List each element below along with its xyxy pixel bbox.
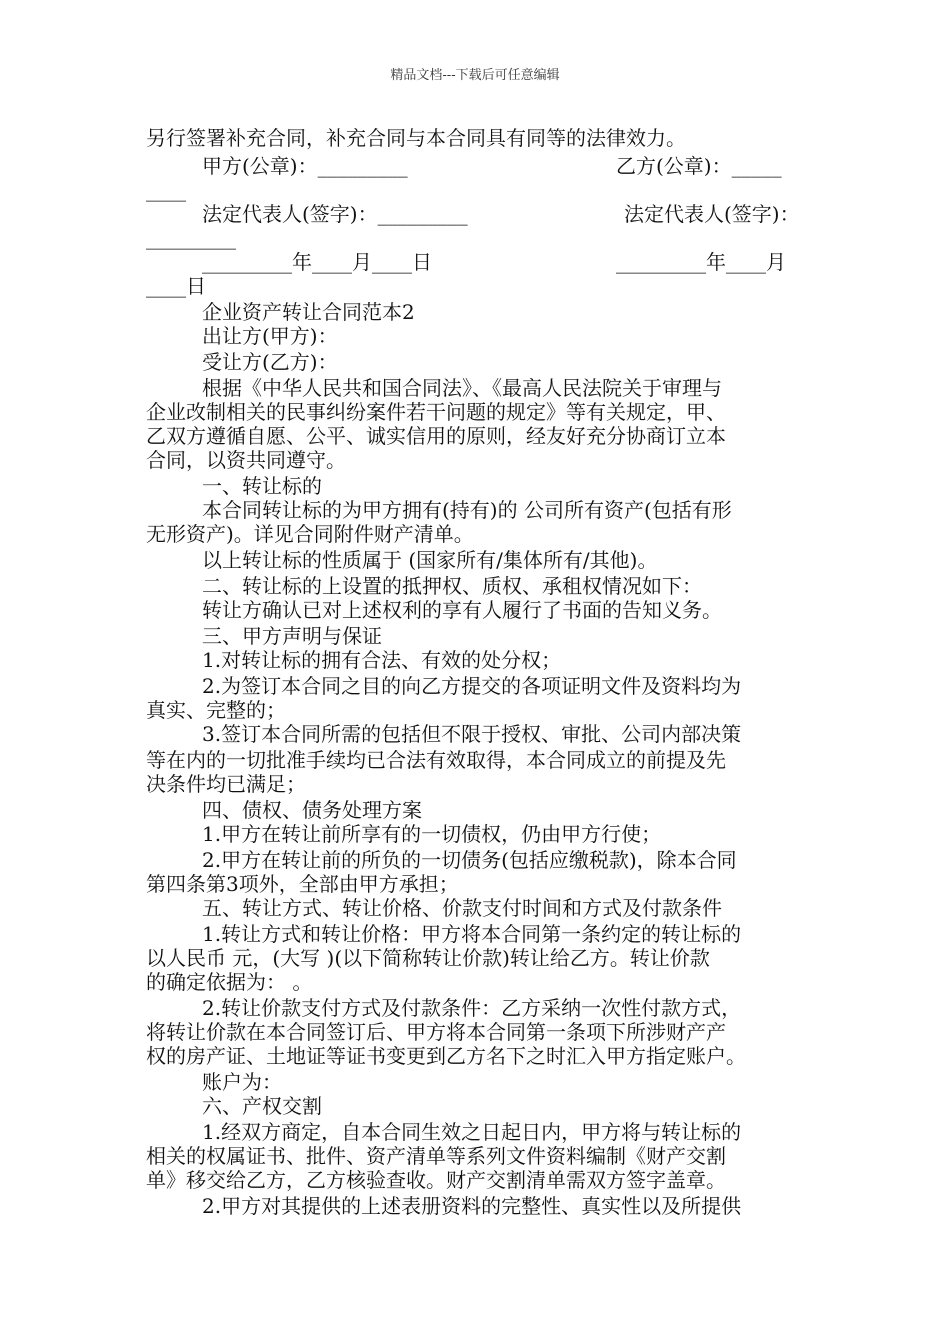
- text-line: ____: [146, 178, 186, 202]
- party-b-seal: 乙方(公章)：_____: [616, 154, 782, 178]
- text-line: 2.甲方对其提供的上述表册资料的完整性、真实性以及所提供: [202, 1194, 742, 1218]
- text-line: 单》移交给乙方，乙方核验查收。财产交割清单需双方签字盖章。: [146, 1168, 726, 1192]
- text-line: 合同，以资共同遵守。: [146, 448, 346, 472]
- text-line: 账户为：: [202, 1070, 282, 1094]
- text-line: ____日: [146, 274, 206, 298]
- text-line: 受让方(乙方)：: [202, 350, 338, 374]
- text-line: 乙双方遵循自愿、公平、诚实信用的原则，经友好充分协商订立本: [146, 424, 726, 448]
- text-line: 2.转让价款支付方式及付款条件：乙方采纳一次性付款方式，: [202, 996, 742, 1020]
- party-a-seal: 甲方(公章)：_________: [202, 154, 408, 178]
- text-line: 相关的权属证书、批件、资产清单等系列文件资料编制《财产交割: [146, 1144, 726, 1168]
- text-line: 以上转让标的性质属于 (国家所有/集体所有/其他)。: [202, 548, 658, 572]
- text-line: 出让方(甲方)：: [202, 324, 338, 348]
- text-line: 根据《中华人民共和国合同法》、《最高人民法院关于审理与: [202, 376, 722, 400]
- text-line: 的确定依据为： 。: [146, 970, 313, 994]
- text-line: 2.甲方在转让前的所负的一切债务(包括应缴税款)，除本合同: [202, 848, 737, 872]
- text-line: 1.对转让标的拥有合法、有效的处分权；: [202, 648, 562, 672]
- contract-title: 企业资产转让合同范本2: [202, 300, 415, 324]
- text-line: 权的房产证、土地证等证书变更到乙方名下之时汇入甲方指定账户。: [146, 1044, 746, 1068]
- text-line: 1.甲方在转让前所享有的一切债权，仍由甲方行使；: [202, 822, 662, 846]
- text-line: 1.转让方式和转让价格：甲方将本合同第一条约定的转让标的: [202, 922, 742, 946]
- text-line: 将转让价款在本合同签订后、甲方将本合同第一条项下所涉财产产: [146, 1020, 726, 1044]
- section-heading: 六、产权交割: [202, 1094, 322, 1118]
- text-line: _________: [146, 226, 236, 250]
- text-line: 本合同转让标的为甲方拥有(持有)的 公司所有资产(包括有形: [202, 498, 732, 522]
- section-heading: 五、转让方式、转让价格、价款支付时间和方式及付款条件: [202, 896, 722, 920]
- text-line: 另行签署补充合同，补充合同与本合同具有同等的法律效力。: [146, 126, 686, 150]
- text-line: 企业改制相关的民事纠纷案件若干问题的规定》等有关规定，甲、: [146, 400, 726, 424]
- section-heading: 二、转让标的上设置的抵押权、质权、承租权情况如下：: [202, 574, 702, 598]
- text-line: 无形资产)。详见合同附件财产清单。: [146, 522, 474, 546]
- party-b-representative: 法定代表人(签字)：: [624, 202, 800, 226]
- text-line: 决条件均已满足；: [146, 772, 306, 796]
- party-a-date: _________年____月____日: [202, 250, 432, 274]
- party-a-representative: 法定代表人(签字)：_________: [202, 202, 468, 226]
- text-line: 等在内的一切批准手续均已合法有效取得，本合同成立的前提及先: [146, 748, 726, 772]
- text-line: 第四条第3项外，全部由甲方承担；: [146, 872, 459, 896]
- text-line: 2.为签订本合同之目的向乙方提交的各项证明文件及资料均为: [202, 674, 742, 698]
- text-line: 3.签订本合同所需的包括但不限于授权、审批、公司内部决策: [202, 722, 742, 746]
- text-line: 转让方确认已对上述权利的享有人履行了书面的告知义务。: [202, 598, 722, 622]
- page-header: 精品文档---下载后可任意编辑: [390, 68, 560, 83]
- party-b-date: _________年____月: [616, 250, 786, 274]
- text-line: 真实、完整的；: [146, 698, 286, 722]
- section-heading: 三、甲方声明与保证: [202, 624, 382, 648]
- section-heading: 一、转让标的: [202, 474, 322, 498]
- text-line: 1.经双方商定，自本合同生效之日起日内，甲方将与转让标的: [202, 1120, 742, 1144]
- section-heading: 四、债权、债务处理方案: [202, 798, 422, 822]
- text-line: 以人民币 元，(大写 )(以下简称转让价款)转让给乙方。转让价款: [146, 946, 710, 970]
